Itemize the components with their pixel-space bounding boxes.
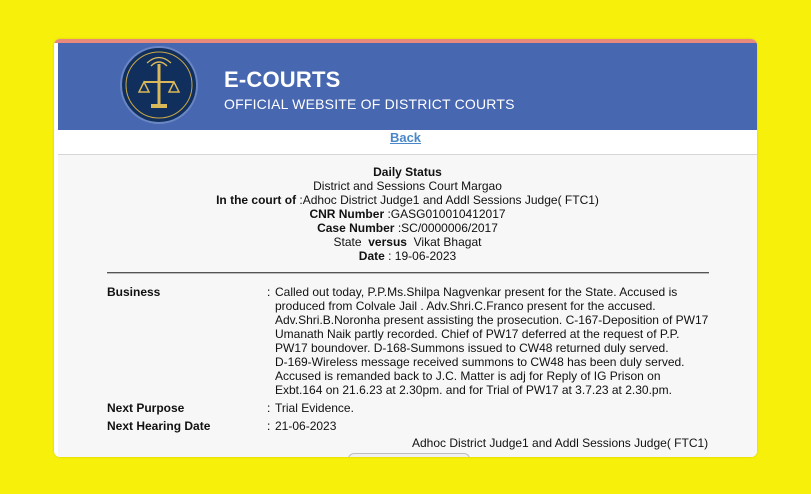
business-line: Adv.Shri.B.Noronha present assisting the prosecution. C-167-Deposition of PW17	[275, 313, 709, 327]
business-line: D-169-Wireless message received summons to CW48 has been duly served.	[275, 355, 685, 369]
business-line: produced from Colvale Jail . Adv.Shri.C.Franco present for the accused.	[275, 299, 656, 313]
daily-status-panel	[58, 154, 757, 457]
next-purpose-label: Next Purpose	[107, 401, 185, 415]
respondent-name: Vikat Bhagat	[413, 235, 482, 249]
site-header	[58, 43, 757, 130]
print-button[interactable]	[348, 453, 470, 457]
next-hearing-value: 21-06-2023	[275, 419, 337, 433]
business-text	[275, 285, 711, 397]
petitioner-name: State	[333, 235, 362, 249]
next-hearing-colon: :	[267, 419, 271, 433]
site-subtitle: OFFICIAL WEBSITE OF DISTRICT COURTS	[224, 96, 515, 112]
section-divider	[107, 272, 709, 273]
signature-court: Adhoc District Judge1 and Addl Sessions Judge( FTC1)	[412, 436, 709, 450]
court-name: District and Sessions Court Margao	[313, 179, 502, 193]
business-line: Accused is remanded back to J.C. Matter is adj for Reply of IG Prison on	[275, 369, 661, 383]
versus-label: versus	[368, 235, 407, 249]
business-label: Business	[107, 285, 161, 299]
cnr-value: :GASG010010412017	[387, 207, 506, 221]
business-line: Exbt.164 on 21.6.23 at 2.30pm. and for Trial of PW17 at 3.7.23 at 2.30.pm.	[275, 383, 672, 397]
date-value: : 19-06-2023	[388, 249, 457, 263]
next-purpose-value: Trial Evidence.	[275, 401, 354, 415]
in-court-label: In the court of	[216, 193, 297, 207]
next-hearing-label: Next Hearing Date	[107, 419, 211, 433]
business-line: Called out today, P.P.Ms.Shilpa Nagvenkar present for the State. Accused is	[275, 285, 678, 299]
case-summary	[58, 165, 757, 263]
business-line: Umanath Naik partly recorded. Chief of PW17 deferred at the request of P.P.	[275, 327, 680, 341]
business-line: PW17 boundover. D-168-Summons issued to CW48 returned duly served.	[275, 341, 669, 355]
case-number-label: Case Number	[317, 221, 395, 235]
site-title: E-COURTS	[224, 67, 341, 92]
in-court-value: :Adhoc District Judge1 and Addl Sessions Judge( FTC1)	[299, 193, 599, 207]
next-purpose-colon: :	[267, 401, 271, 415]
business-colon: :	[267, 285, 271, 299]
page-card	[54, 39, 757, 457]
daily-status-heading: Daily Status	[373, 165, 442, 179]
case-number-value: :SC/0000006/2017	[397, 221, 498, 235]
ecourts-emblem-icon	[120, 46, 198, 124]
cnr-label: CNR Number	[309, 207, 385, 221]
back-link[interactable]: Back	[389, 130, 422, 145]
date-label: Date	[358, 249, 385, 263]
